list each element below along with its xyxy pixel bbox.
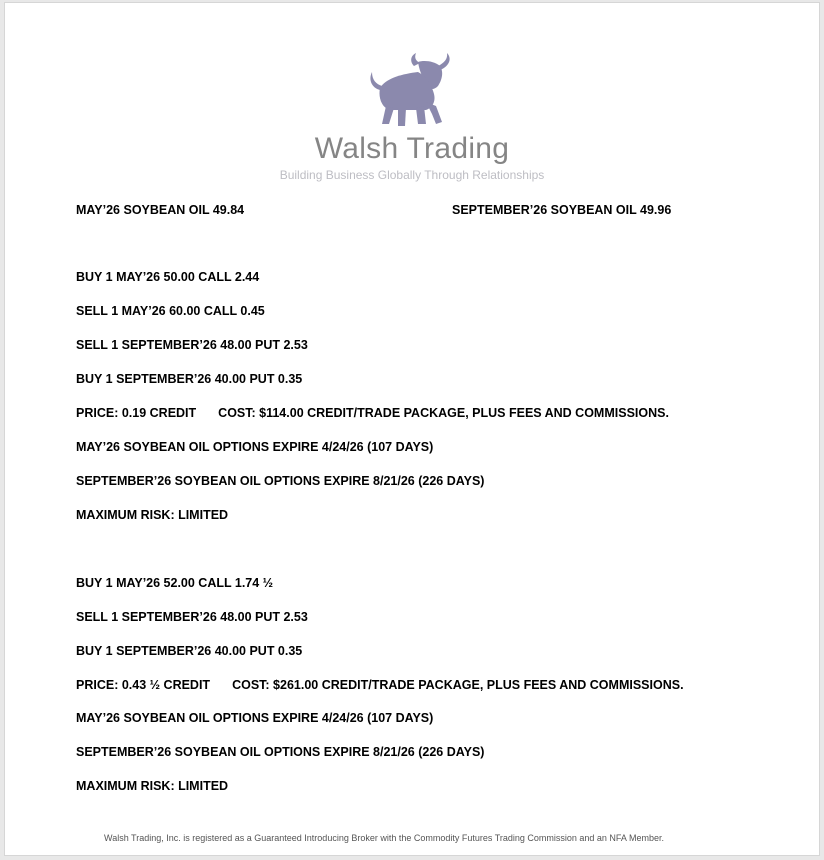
trade1-leg-1: BUY 1 MAY’26 50.00 CALL 2.44: [76, 270, 260, 284]
trade2-expiry-september: SEPTEMBER’26 SOYBEAN OIL OPTIONS EXPIRE 8/21/26 (226 DAYS): [76, 745, 485, 759]
trade2-price: PRICE: 0.43 ½ CREDIT: [76, 678, 211, 692]
bull-icon: [360, 50, 460, 130]
footer-disclaimer: Walsh Trading, Inc. is registered as a Guaranteed Introducing Broker with the Commodity Futures Trading Commission and an NFA Member.: [104, 833, 664, 843]
trade2-leg-3: BUY 1 SEPTEMBER’26 40.00 PUT 0.35: [76, 644, 303, 658]
brand-tagline: Building Business Globally Through Relationships: [279, 168, 545, 182]
trade1-expiry-september: SEPTEMBER’26 SOYBEAN OIL OPTIONS EXPIRE 8/21/26 (226 DAYS): [76, 474, 485, 488]
company-logo: [0, 50, 824, 190]
trade1-risk: MAXIMUM RISK: LIMITED: [76, 508, 229, 522]
trade2-price-cost: [76, 678, 684, 692]
trade2-expiry-may: MAY’26 SOYBEAN OIL OPTIONS EXPIRE 4/24/26 (107 DAYS): [76, 711, 434, 725]
trade2-leg-1: BUY 1 MAY’26 52.00 CALL 1.74 ½: [76, 576, 274, 590]
price-may-soybean-oil: MAY’26 SOYBEAN OIL 49.84: [76, 203, 245, 217]
price-september-soybean-oil: SEPTEMBER’26 SOYBEAN OIL 49.96: [452, 203, 672, 217]
trade1-leg-4: BUY 1 SEPTEMBER’26 40.00 PUT 0.35: [76, 372, 303, 386]
trade1-leg-2: SELL 1 MAY’26 60.00 CALL 0.45: [76, 304, 265, 318]
trade1-price: PRICE: 0.19 CREDIT: [76, 406, 197, 420]
trade1-price-cost: [76, 406, 669, 420]
trade1-leg-3: SELL 1 SEPTEMBER’26 48.00 PUT 2.53: [76, 338, 308, 352]
brand-name: Walsh Trading: [314, 132, 510, 165]
trade2-leg-2: SELL 1 SEPTEMBER’26 48.00 PUT 2.53: [76, 610, 308, 624]
trade2-risk: MAXIMUM RISK: LIMITED: [76, 779, 229, 793]
trade1-cost: COST: $114.00 CREDIT/TRADE PACKAGE, PLUS FEES AND COMMISSIONS.: [218, 406, 669, 420]
trade1-expiry-may: MAY’26 SOYBEAN OIL OPTIONS EXPIRE 4/24/26 (107 DAYS): [76, 440, 434, 454]
trade2-cost: COST: $261.00 CREDIT/TRADE PACKAGE, PLUS FEES AND COMMISSIONS.: [232, 678, 684, 692]
